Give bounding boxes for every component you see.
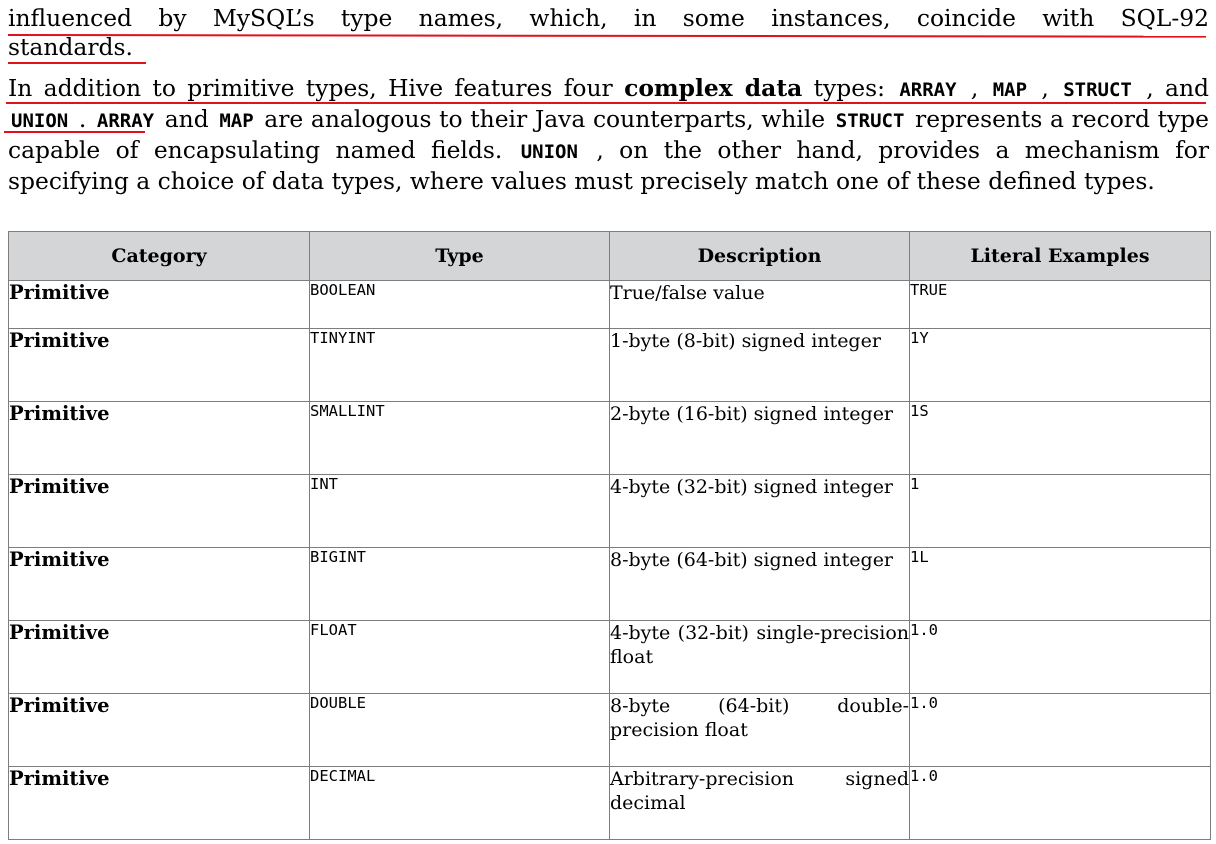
- header-category: Category: [9, 232, 310, 281]
- cell-description: 1-byte (8-bit) signed integer: [610, 329, 910, 402]
- table-row: [9, 548, 1211, 621]
- cell-type: FLOAT: [310, 621, 610, 694]
- cell-description: 2-byte (16-bit) signed integer: [610, 402, 910, 475]
- cell-category: Primitive: [9, 621, 310, 694]
- red-underline-annotation: [6, 102, 1206, 104]
- table-row: [9, 329, 1211, 402]
- code-union: UNION: [11, 110, 69, 132]
- cell-type: SMALLINT: [310, 402, 610, 475]
- cell-description: 8-byte (64-bit) signed integer: [610, 548, 910, 621]
- table-row: [9, 475, 1211, 548]
- text-span: ,: [959, 74, 990, 102]
- code-map: MAP: [992, 79, 1028, 101]
- text-span: ,: [1030, 74, 1061, 102]
- paragraph-intro-line2: standards.: [8, 33, 133, 61]
- cell-category: Primitive: [9, 767, 310, 840]
- cell-category: Primitive: [9, 281, 310, 329]
- table-header-row: [9, 232, 1211, 281]
- header-description: Description: [610, 232, 910, 281]
- document-page: [8, 0, 1209, 196]
- code-array: ARRAY: [899, 79, 957, 101]
- cell-type: TINYINT: [310, 329, 610, 402]
- table-row: [9, 767, 1211, 840]
- cell-category: Primitive: [9, 329, 310, 402]
- cell-literal: 1.0: [910, 621, 1211, 694]
- table-row: [9, 402, 1211, 475]
- red-underline-annotation: [8, 62, 146, 64]
- paragraph-intro: [8, 4, 1209, 62]
- cell-category: Primitive: [9, 402, 310, 475]
- cell-literal: 1.0: [910, 767, 1211, 840]
- paragraph-complex-types: [8, 74, 1209, 196]
- text-span: , on the other hand, provides a mechanism for specifying a choice of data types, where values must precisely match one of these defined types.: [8, 136, 1209, 195]
- cell-type: BIGINT: [310, 548, 610, 621]
- paragraph-intro-line1: influenced by MySQL’s type names, which, in some instances, coincide with SQL-92: [8, 4, 1209, 32]
- text-span: represents a record type capable of encapsulating named fields.: [8, 105, 1209, 164]
- emphasis-complex-data: complex data: [624, 74, 803, 102]
- cell-literal: 1L: [910, 548, 1211, 621]
- cell-literal: 1Y: [910, 329, 1211, 402]
- cell-type: BOOLEAN: [310, 281, 610, 329]
- text-span: .: [71, 105, 94, 133]
- cell-type: INT: [310, 475, 610, 548]
- text-span: In addition to primitive types, Hive features four: [8, 74, 625, 102]
- cell-category: Primitive: [9, 694, 310, 767]
- cell-description: 4-byte (32-bit) signed integer: [610, 475, 910, 548]
- hive-types-table: [8, 231, 1211, 840]
- cell-description: True/false value: [610, 281, 910, 329]
- code-map: MAP: [219, 110, 254, 132]
- code-struct: STRUCT: [835, 110, 905, 132]
- red-underline-annotation: [4, 131, 145, 133]
- cell-type: DECIMAL: [310, 767, 610, 840]
- header-type: Type: [310, 232, 610, 281]
- cell-literal: 1: [910, 475, 1211, 548]
- cell-category: Primitive: [9, 475, 310, 548]
- table-row: [9, 694, 1211, 767]
- code-struct: STRUCT: [1063, 79, 1132, 101]
- text-span: are analogous to their Java counterparts, while: [256, 105, 833, 133]
- table-row: [9, 281, 1211, 329]
- cell-description: 4-byte (32-bit) single-precision float: [610, 621, 910, 694]
- cell-type: DOUBLE: [310, 694, 610, 767]
- header-literal-examples: Literal Examples: [910, 232, 1211, 281]
- code-array: ARRAY: [96, 110, 155, 132]
- cell-literal: 1.0: [910, 694, 1211, 767]
- cell-category: Primitive: [9, 548, 310, 621]
- code-union: UNION: [520, 141, 578, 163]
- table-row: [9, 621, 1211, 694]
- cell-description: 8-byte (64-bit) double-precision float: [610, 694, 910, 767]
- cell-literal: TRUE: [910, 281, 1211, 329]
- text-span: , and: [1134, 74, 1210, 102]
- cell-description: Arbitrary-precision signed decimal: [610, 767, 910, 840]
- cell-literal: 1S: [910, 402, 1211, 475]
- text-span: types:: [802, 74, 897, 102]
- text-span: and: [157, 105, 217, 133]
